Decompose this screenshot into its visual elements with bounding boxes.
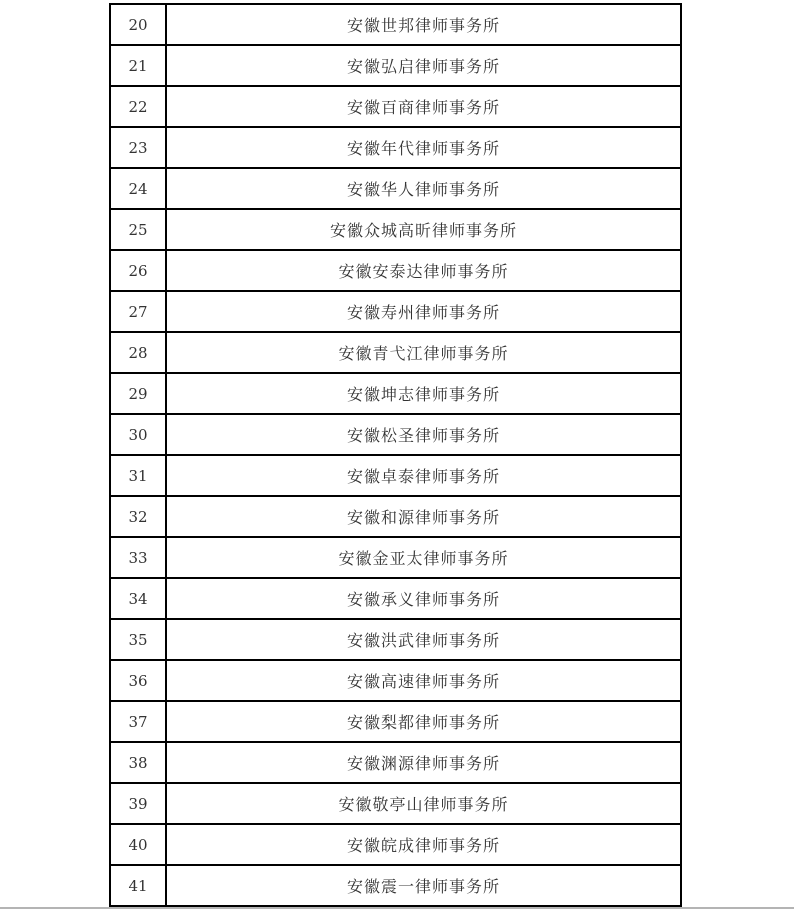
firm-name-cell: 安徽梨都律师事务所 — [166, 701, 681, 742]
table-row — [110, 865, 681, 907]
table-row — [110, 250, 681, 291]
row-number-cell: 33 — [110, 537, 166, 578]
row-number-cell: 39 — [110, 783, 166, 824]
table-row — [110, 127, 681, 168]
firm-name-cell: 安徽寿州律师事务所 — [166, 291, 681, 332]
table-row — [110, 578, 681, 619]
firm-name-cell: 安徽安泰达律师事务所 — [166, 250, 681, 291]
row-number-cell: 28 — [110, 332, 166, 373]
row-number-cell: 24 — [110, 168, 166, 209]
row-number-cell: 31 — [110, 455, 166, 496]
table-row — [110, 168, 681, 209]
row-number-cell: 41 — [110, 865, 166, 907]
table-row — [110, 291, 681, 332]
row-number-cell: 22 — [110, 86, 166, 127]
row-number-cell: 27 — [110, 291, 166, 332]
row-number-cell: 23 — [110, 127, 166, 168]
table-row — [110, 209, 681, 250]
row-number-cell: 38 — [110, 742, 166, 783]
page-edge-line — [0, 907, 794, 909]
table-row — [110, 86, 681, 127]
firm-name-cell: 安徽承义律师事务所 — [166, 578, 681, 619]
table-row — [110, 332, 681, 373]
row-number-cell: 21 — [110, 45, 166, 86]
row-number-cell: 36 — [110, 660, 166, 701]
firm-name-cell: 安徽和源律师事务所 — [166, 496, 681, 537]
firm-name-cell: 安徽世邦律师事务所 — [166, 4, 681, 45]
firm-name-cell: 安徽震一律师事务所 — [166, 865, 681, 907]
firm-name-cell: 安徽皖成律师事务所 — [166, 824, 681, 865]
table-row — [110, 373, 681, 414]
table-row — [110, 742, 681, 783]
firm-name-cell: 安徽年代律师事务所 — [166, 127, 681, 168]
firm-name-cell: 安徽青弋江律师事务所 — [166, 332, 681, 373]
firm-name-cell: 安徽敬亭山律师事务所 — [166, 783, 681, 824]
firm-name-cell: 安徽洪武律师事务所 — [166, 619, 681, 660]
table-row — [110, 45, 681, 86]
row-number-cell: 20 — [110, 4, 166, 45]
firm-name-cell: 安徽百商律师事务所 — [166, 86, 681, 127]
firm-name-cell: 安徽渊源律师事务所 — [166, 742, 681, 783]
table-row — [110, 496, 681, 537]
row-number-cell: 34 — [110, 578, 166, 619]
firm-name-cell: 安徽众城高昕律师事务所 — [166, 209, 681, 250]
firm-name-cell: 安徽金亚太律师事务所 — [166, 537, 681, 578]
table-row — [110, 824, 681, 865]
firm-name-cell: 安徽卓泰律师事务所 — [166, 455, 681, 496]
row-number-cell: 40 — [110, 824, 166, 865]
table-row — [110, 455, 681, 496]
law-firm-table — [109, 3, 682, 908]
firm-name-cell: 安徽松圣律师事务所 — [166, 414, 681, 455]
firm-name-cell: 安徽坤志律师事务所 — [166, 373, 681, 414]
row-number-cell: 32 — [110, 496, 166, 537]
table-row — [110, 414, 681, 455]
table-row — [110, 701, 681, 742]
row-number-cell: 37 — [110, 701, 166, 742]
row-number-cell: 25 — [110, 209, 166, 250]
table-row — [110, 783, 681, 824]
row-number-cell: 30 — [110, 414, 166, 455]
firm-name-cell: 安徽华人律师事务所 — [166, 168, 681, 209]
firm-name-cell: 安徽弘启律师事务所 — [166, 45, 681, 86]
row-number-cell: 35 — [110, 619, 166, 660]
table-row — [110, 660, 681, 701]
firm-name-cell: 安徽高速律师事务所 — [166, 660, 681, 701]
table-row — [110, 619, 681, 660]
law-firm-table-body — [110, 4, 681, 907]
table-row — [110, 537, 681, 578]
row-number-cell: 26 — [110, 250, 166, 291]
table-row — [110, 4, 681, 45]
row-number-cell: 29 — [110, 373, 166, 414]
